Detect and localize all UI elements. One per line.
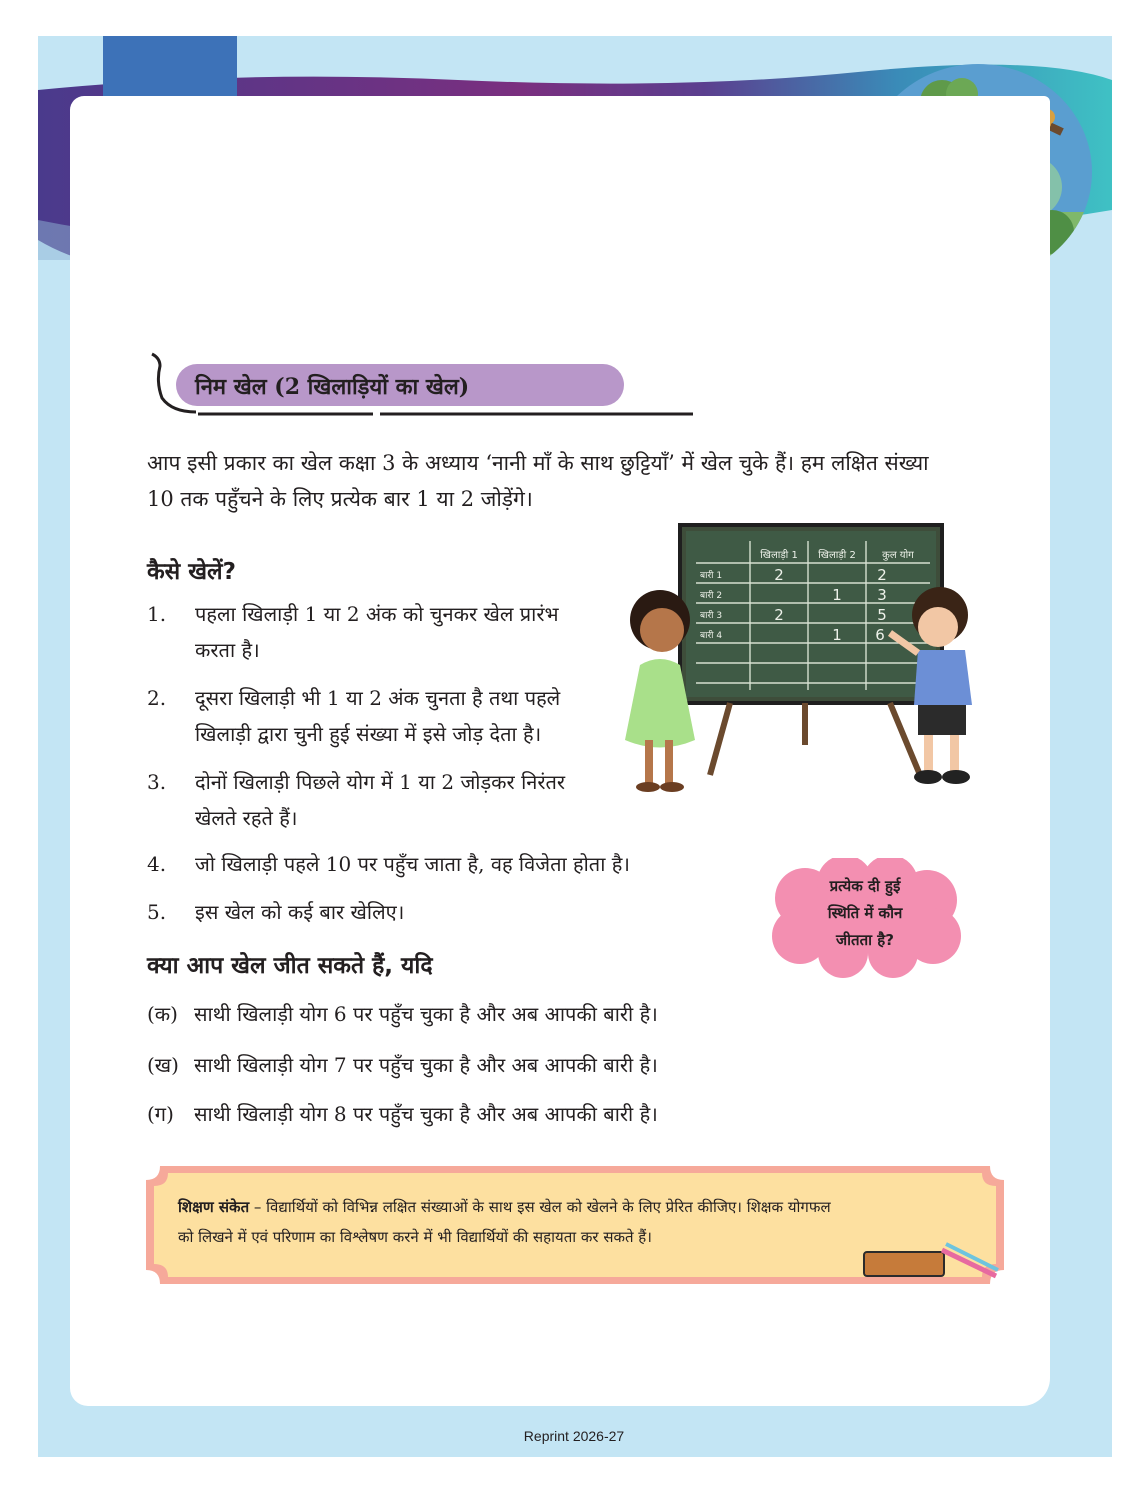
board-cell: 2: [877, 566, 887, 584]
step-line: दूसरा खिलाड़ी भी 1 या 2 अंक चुनता है तथा पहले: [195, 686, 561, 710]
step-line: खिलाड़ी द्वारा चुनी हुई संख्या में इसे जोड़ देता है।: [195, 722, 542, 746]
intro-line-2: 10 तक पहुँचने के लिए प्रत्येक बार 1 या 2 जोड़ेंगे।: [147, 487, 533, 511]
board-row-label: बारी 2: [700, 591, 723, 601]
board-header: कुल योग: [882, 550, 914, 561]
board-cell: 5: [877, 606, 887, 624]
cloud-line: जीतता है?: [836, 931, 894, 949]
step-line: खेलते रहते हैं।: [195, 806, 298, 830]
step-number: 5.: [147, 900, 167, 924]
cloud-line: प्रत्येक दी हुई: [829, 877, 901, 895]
step-number: 1.: [147, 602, 167, 626]
question-text: साथी खिलाड़ी योग 6 पर पहुँच चुका है और अब आपकी बारी है।: [194, 1002, 658, 1026]
step-text: [195, 596, 559, 668]
board-row-label: बारी 1: [700, 571, 723, 581]
how-to-play-heading: कैसे खेलें?: [147, 559, 236, 585]
step-line: पहला खिलाड़ी 1 या 2 अंक को चुनकर खेल प्रारंभ: [195, 602, 559, 626]
step-text: इस खेल को कई बार खेलिए।: [195, 900, 405, 924]
step-text: [195, 680, 560, 752]
teaching-note-line-2: को लिखने में एवं परिणाम का विश्लेषण करने में भी विद्यार्थियों की सहायता कर सकते हैं।: [178, 1228, 652, 1246]
question-label: (ग): [147, 1102, 174, 1126]
step-text: जो खिलाड़ी पहले 10 पर पहुँच जाता है, वह विजेता होता है।: [195, 852, 630, 876]
board-header: खिलाड़ी 1: [760, 550, 798, 561]
intro-line-1: आप इसी प्रकार का खेल कक्षा 3 के अध्याय ‘नानी माँ के साथ छुट्टियाँ’ में खेल चुके हैं। हम लक्षित संख्या: [147, 451, 929, 475]
step-line: दोनों खिलाड़ी पिछले योग में 1 या 2 जोड़कर निरंतर: [195, 770, 566, 794]
board-cell: 2: [774, 566, 784, 584]
intro-paragraph: [147, 445, 1017, 517]
section-title: निम खेल (2 खिलाड़ियों का खेल): [195, 374, 470, 400]
footer-reprint: Reprint 2026-27: [523, 1428, 625, 1444]
board-cell: 2: [774, 606, 784, 624]
cloud-text: [790, 873, 940, 954]
board-header: खिलाड़ी 2: [818, 550, 856, 561]
question-label: (क): [147, 1002, 178, 1026]
step-text: [195, 764, 565, 836]
question-text: साथी खिलाड़ी योग 7 पर पहुँच चुका है और अब आपकी बारी है।: [194, 1053, 658, 1077]
teaching-note-label: शिक्षण संकेत: [178, 1198, 250, 1216]
board-cell: 1: [832, 586, 842, 604]
step-number: 2.: [147, 686, 167, 710]
board-cell: 1: [832, 626, 842, 644]
board-cell: 3: [877, 586, 887, 604]
step-number: 3.: [147, 770, 167, 794]
step-number: 4.: [147, 852, 167, 876]
can-you-win-heading: क्या आप खेल जीत सकते हैं, यदि: [147, 953, 433, 979]
board-row-label: बारी 4: [700, 631, 723, 641]
teaching-note: [178, 1192, 978, 1252]
step-line: करता है।: [195, 638, 260, 662]
question-text: साथी खिलाड़ी योग 8 पर पहुँच चुका है और अब आपकी बारी है।: [194, 1102, 658, 1126]
cloud-line: स्थिति में कौन: [827, 904, 903, 922]
teaching-note-text: – विद्यार्थियों को विभिन्न लक्षित संख्याओं के साथ इस खेल को खेलने के लिए प्रेरित कीजिए। शिक्षक योगफल: [249, 1198, 831, 1216]
teaching-note-line-1: [178, 1192, 978, 1222]
question-label: (ख): [147, 1053, 179, 1077]
board-row-label: बारी 3: [700, 611, 723, 621]
board-cell: 6: [875, 626, 885, 644]
chalkboard-illustration: [600, 515, 1010, 815]
